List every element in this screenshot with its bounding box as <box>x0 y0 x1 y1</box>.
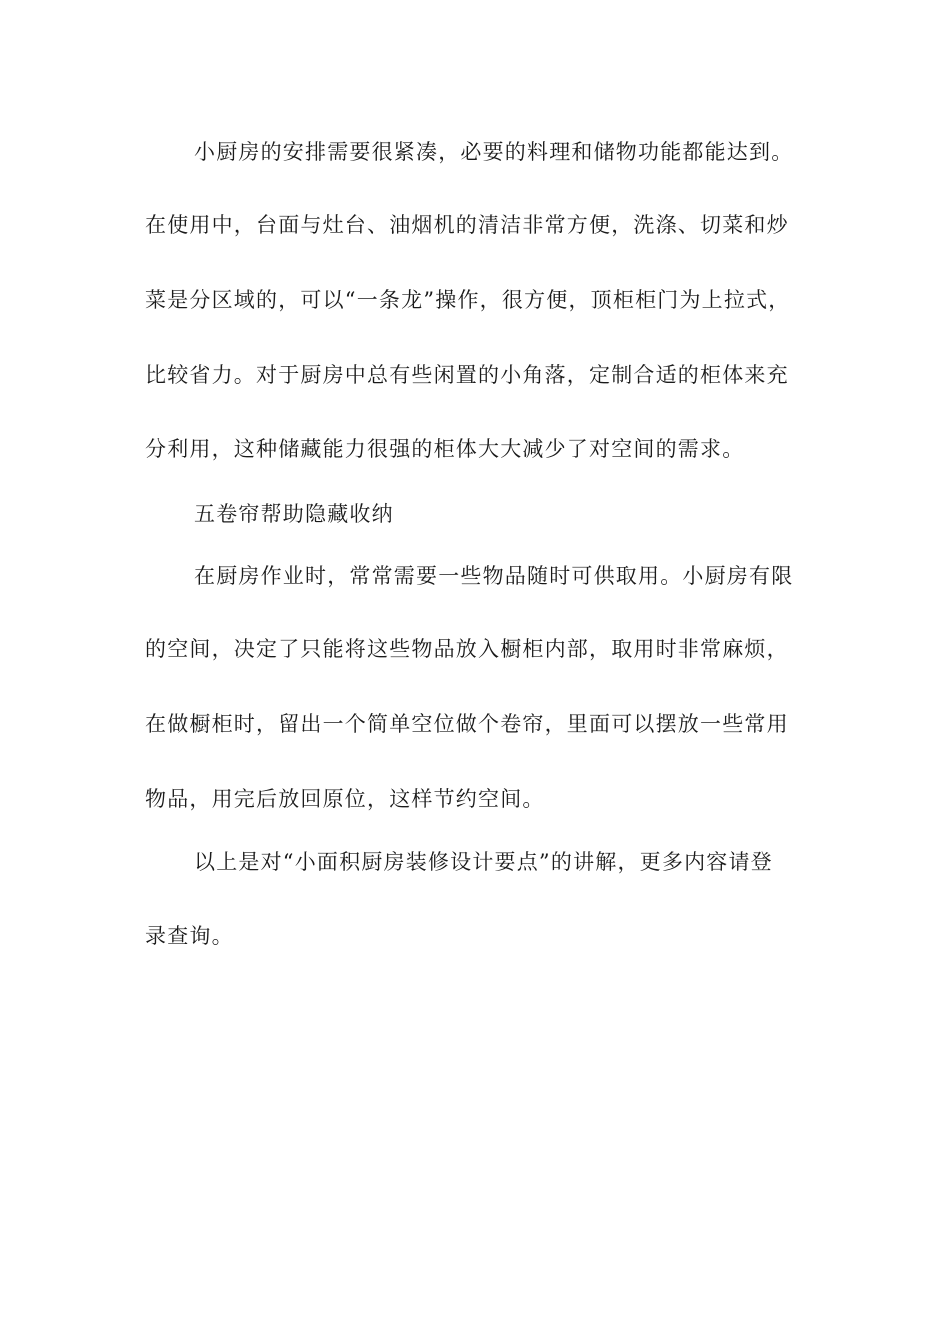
paragraph-line: 物品，用完后放回原位，这样节约空间。 <box>145 787 545 811</box>
section-heading: 五卷帘帮助隐藏收纳 <box>194 502 394 526</box>
paragraph-line: 比较省力。对于厨房中总有些闲置的小角落，定制合适的柜体来充 <box>145 363 789 387</box>
paragraph-line: 在使用中，台面与灶台、油烟机的清洁非常方便，洗涤、切菜和炒 <box>145 213 789 237</box>
paragraph-line: 菜是分区域的，可以“一条龙”操作，很方便，顶柜柜门为上拉式， <box>145 288 791 312</box>
paragraph-line: 在厨房作业时，常常需要一些物品随时可供取用。小厨房有限 <box>194 564 794 588</box>
paragraph-line: 录查询。 <box>145 924 234 948</box>
paragraph-line: 小厨房的安排需要很紧凑，必要的料理和储物功能都能达到。 <box>194 140 794 164</box>
paragraph-line: 分利用，这种储藏能力很强的柜体大大减少了对空间的需求。 <box>145 437 745 461</box>
paragraph-line: 以上是对“小面积厨房装修设计要点”的讲解，更多内容请登 <box>194 850 773 874</box>
paragraph-line: 的空间，决定了只能将这些物品放入橱柜内部，取用时非常麻烦， <box>145 637 789 661</box>
paragraph-line: 在做橱柜时，留出一个简单空位做个卷帘，里面可以摆放一些常用 <box>145 712 789 736</box>
